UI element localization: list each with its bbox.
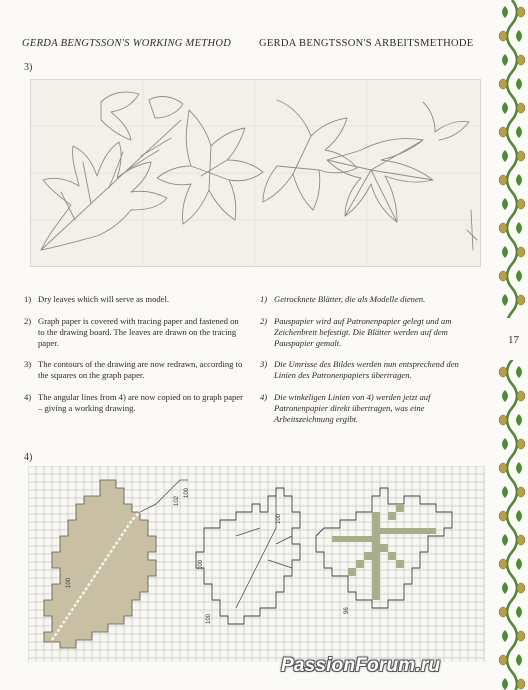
- vine-bud: [499, 127, 507, 137]
- vine-leaf: [516, 222, 522, 234]
- step-number: 4): [260, 391, 268, 402]
- vine-leaf: [502, 486, 508, 498]
- vine-leaf: [502, 582, 508, 594]
- vine-bud: [517, 487, 525, 497]
- step-number: 3): [260, 359, 268, 369]
- step-number: 1): [260, 294, 268, 304]
- vine-leaf: [516, 462, 522, 474]
- leaf-sketch-drawing: [31, 80, 480, 266]
- step-text: Getrocknete Blätter, die als Modelle dienen.: [274, 294, 426, 304]
- steps-german: [260, 294, 482, 435]
- section-label-sketch: 3): [24, 62, 33, 73]
- vine-bud: [517, 583, 525, 593]
- vine-bud: [499, 175, 507, 185]
- step-text: Die Umrisse des Bildes werden nun entsprechend den Linien des Patronenpapiers übertragen.: [274, 359, 459, 380]
- chart-mark-2: 102: [174, 495, 180, 506]
- vine-leaf: [516, 270, 522, 282]
- step-de-3: [260, 359, 482, 381]
- vine-bud: [517, 439, 525, 449]
- chart-mark-4: 100: [276, 513, 282, 524]
- step-text: Dry leaves which will serve as model.: [38, 294, 170, 304]
- vine-bud: [499, 271, 507, 281]
- vine-bud: [517, 247, 525, 257]
- vine-leaf: [502, 534, 508, 546]
- vine-bud: [517, 103, 525, 113]
- header-title-german: GERDA BENGTSSON'S ARBEITSMETHODE: [259, 38, 474, 49]
- vine-bud: [499, 79, 507, 89]
- vine-bud: [499, 367, 507, 377]
- vine-bud: [499, 511, 507, 521]
- vine-leaf: [502, 294, 508, 306]
- header-title-english: GERDA BENGTSSON'S WORKING METHOD: [22, 38, 232, 49]
- vine-bud: [499, 31, 507, 41]
- site-watermark: PassionForum.ru: [281, 655, 441, 676]
- vine-bud: [499, 559, 507, 569]
- chart-mark-7: 96: [344, 607, 350, 614]
- vine-leaf: [516, 414, 522, 426]
- chart-mark-1: 100: [66, 577, 72, 588]
- vine-leaf: [502, 390, 508, 402]
- vine-leaf: [502, 54, 508, 66]
- step-number: 3): [24, 359, 32, 369]
- vine-leaf: [502, 198, 508, 210]
- step-text: The angular lines from 4) are now copied on to graph paper – giving a working drawing.: [38, 391, 243, 413]
- vine-leaf: [516, 366, 522, 378]
- vine-bud: [499, 415, 507, 425]
- step-number: 2): [24, 315, 32, 326]
- graph-paper-chart: [28, 466, 485, 662]
- vine-leaf: [516, 558, 522, 570]
- step-de-1: [260, 294, 482, 305]
- section-label-chart: 4): [24, 452, 33, 463]
- chart-mark-5: 100: [198, 559, 204, 570]
- step-en-3: [24, 359, 246, 381]
- vine-bud: [517, 55, 525, 65]
- vine-leaf: [516, 78, 522, 90]
- vine-bud: [517, 679, 525, 689]
- step-number: 1): [24, 294, 32, 304]
- vine-leaf: [502, 150, 508, 162]
- vine-bud: [517, 295, 525, 305]
- vine-bud: [499, 223, 507, 233]
- step-de-2: [260, 316, 482, 349]
- step-en-2: [24, 316, 246, 349]
- vine-bud: [517, 7, 525, 17]
- step-text: The contours of the drawing are now redrawn, according to the squares on the graph paper.: [38, 359, 243, 380]
- vine-bud: [499, 463, 507, 473]
- vine-leaf: [502, 6, 508, 18]
- vine-bud: [517, 199, 525, 209]
- vine-leaf: [502, 438, 508, 450]
- step-de-4: [260, 392, 482, 425]
- vine-bud: [499, 607, 507, 617]
- vine-leaf: [502, 246, 508, 258]
- vine-leaf: [502, 678, 508, 690]
- step-en-1: [24, 294, 246, 305]
- step-number: 4): [24, 391, 32, 402]
- step-en-4: [24, 392, 246, 414]
- vine-leaf: [516, 606, 522, 618]
- vine-leaf: [502, 630, 508, 642]
- vine-bud: [517, 151, 525, 161]
- step-text: Graph paper is covered with tracing paper and fastened on to the drawing board. The leaves are drawn on the tracing paper.: [38, 315, 239, 348]
- vine-leaf: [502, 102, 508, 114]
- vine-bud: [517, 631, 525, 641]
- steps-english: [24, 294, 246, 424]
- vine-leaf: [516, 30, 522, 42]
- step-number: 2): [260, 315, 268, 326]
- page-number: 17: [508, 334, 519, 346]
- graph-paper-drawing: [28, 466, 485, 662]
- vine-leaf: [516, 510, 522, 522]
- vine-bud: [517, 391, 525, 401]
- vine-leaf: [516, 126, 522, 138]
- leaf-sketch-illustration: [30, 79, 481, 267]
- vine-leaf: [516, 174, 522, 186]
- step-text: Pauspapier wird auf Patronenpapier gelegt und am Zeichenbrett befestigt. Die Blätter werden auf dem Pauspapier gemalt.: [274, 315, 452, 348]
- vine-bud: [517, 535, 525, 545]
- chart-mark-3: 100: [184, 487, 190, 498]
- chart-mark-6: 100: [206, 613, 212, 624]
- step-text: Die winkeligen Linien von 4) werden jetzt auf Patronenpapier direkt übertragen, was eine Arbeitszeichnung ergibt.: [274, 391, 431, 424]
